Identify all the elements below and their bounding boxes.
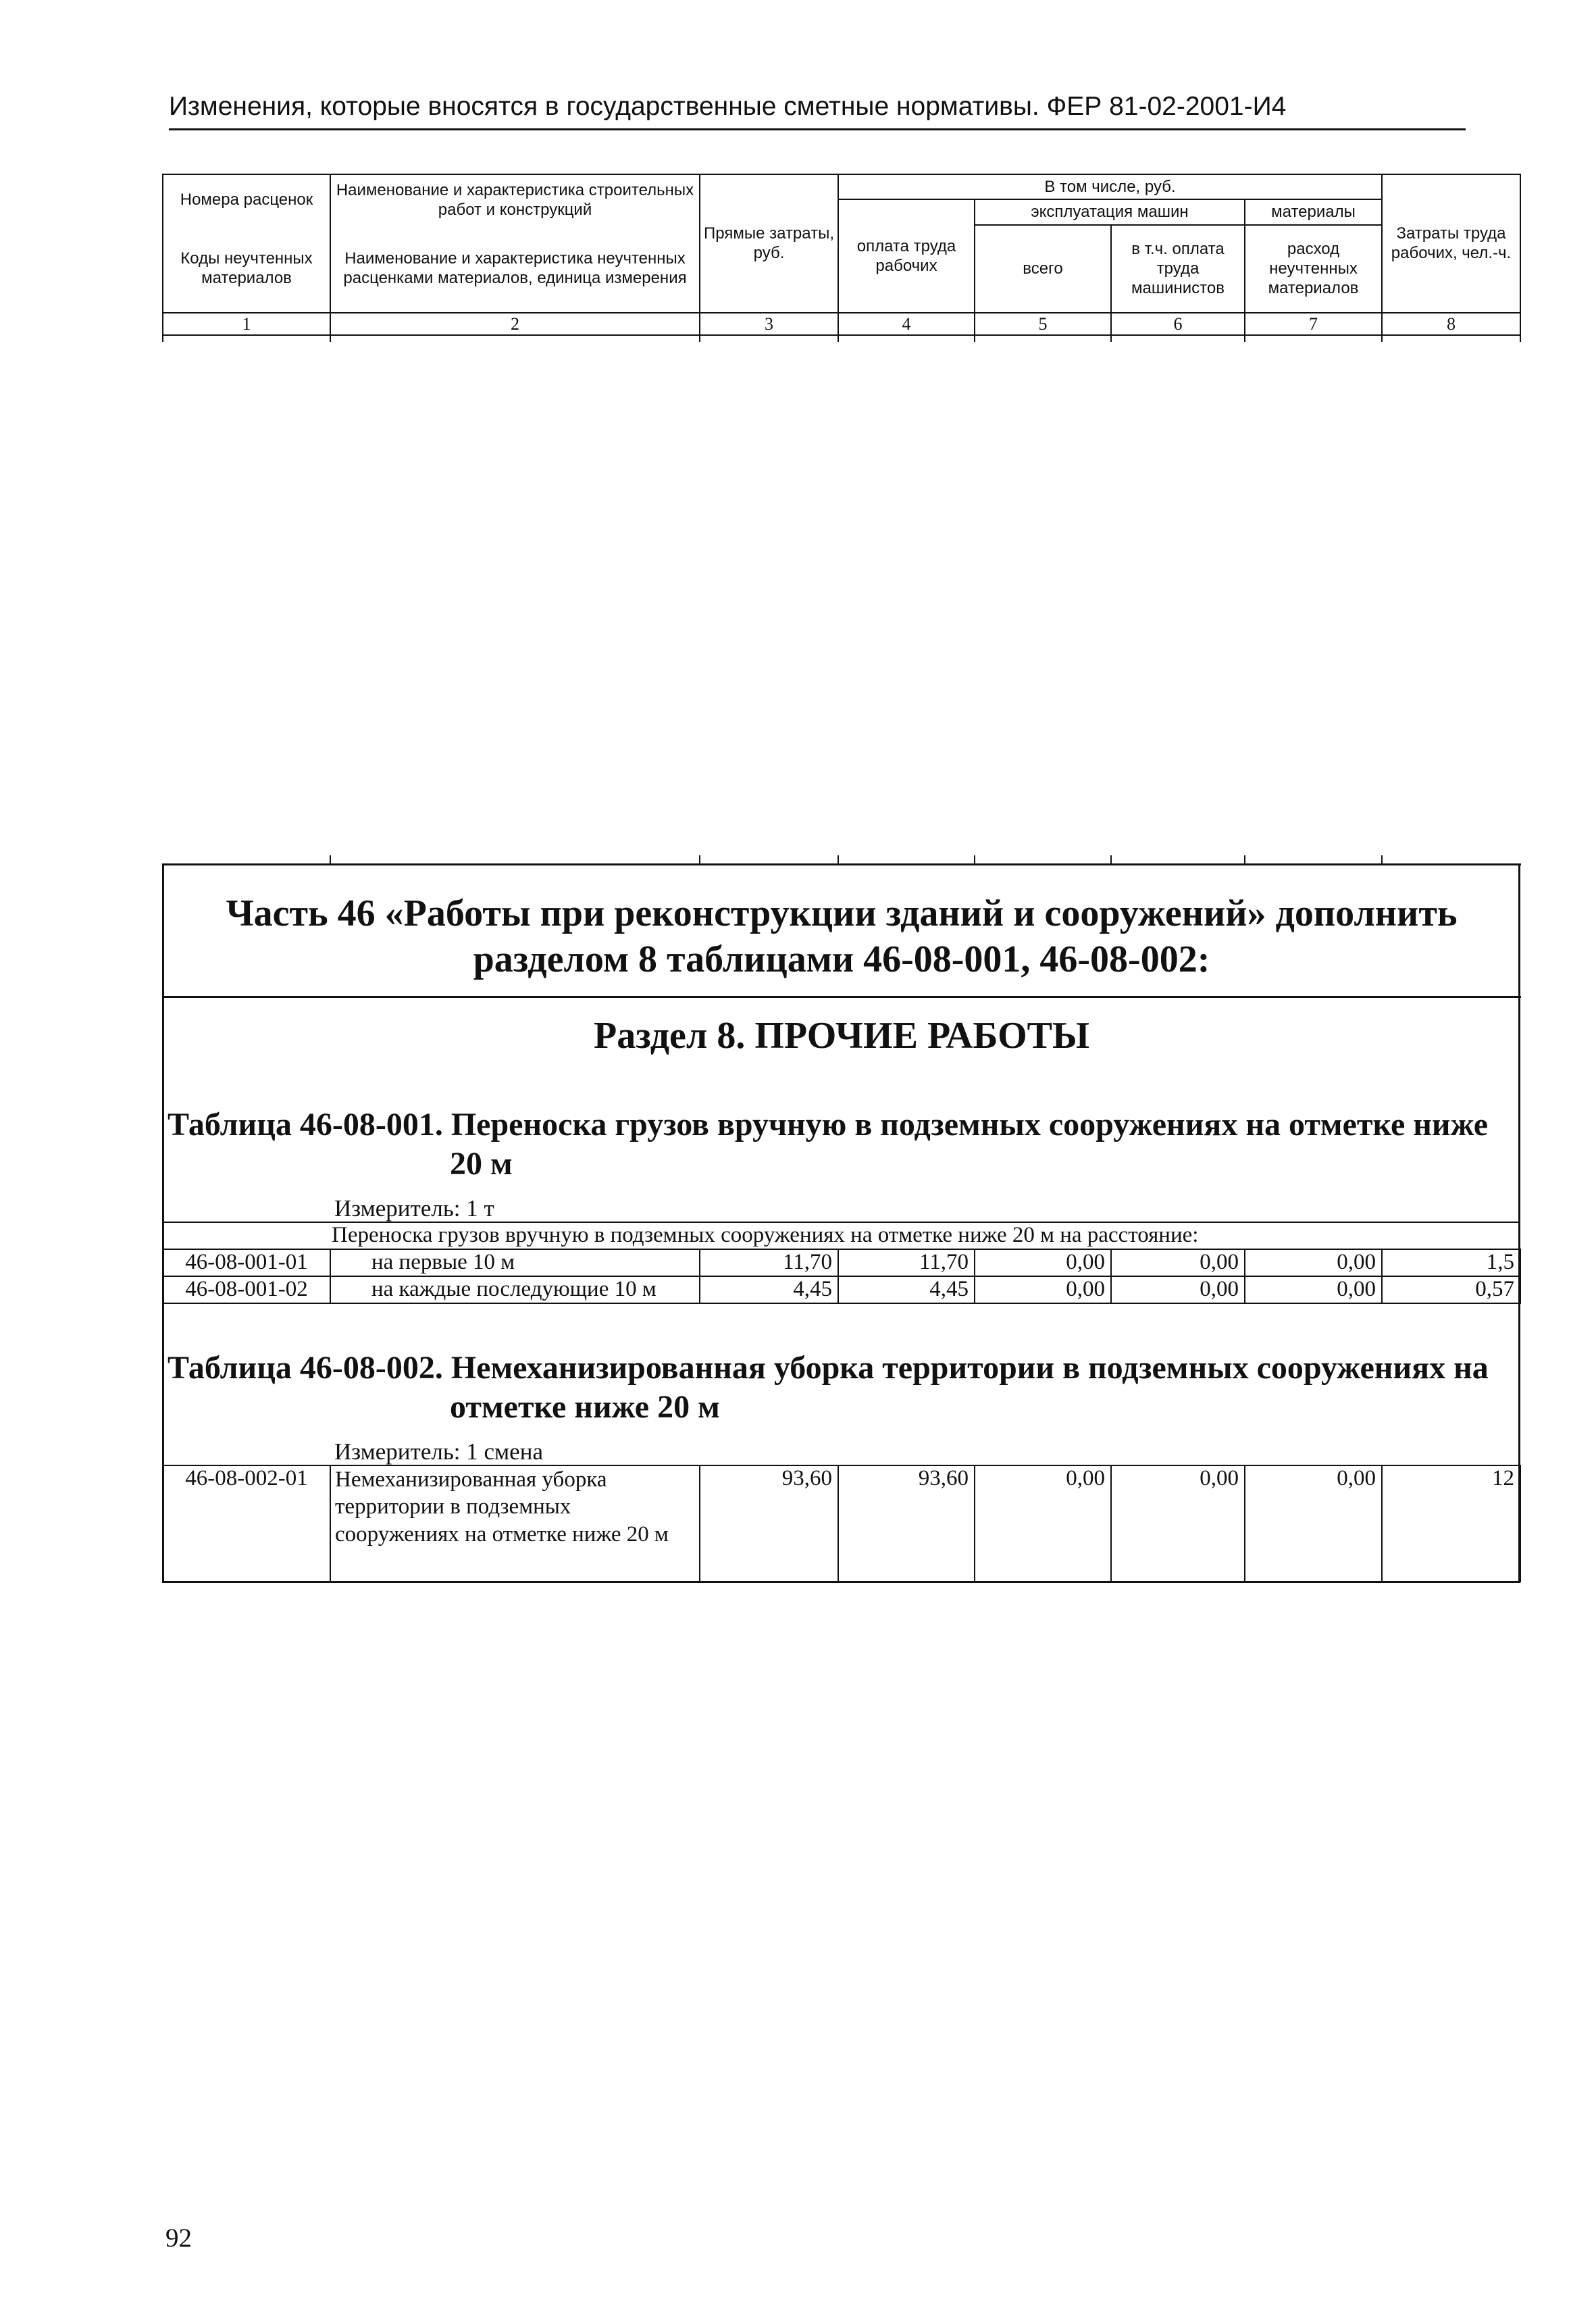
table-row <box>163 1465 1520 1582</box>
labor-cost: 4,45 <box>838 1276 975 1303</box>
col-number: 3 <box>700 313 838 336</box>
col-number: 5 <box>975 313 1111 336</box>
col2-header-top: Наименование и характеристика строительных работ и конструкций <box>330 174 700 225</box>
operators-cost: 0,00 <box>1111 1276 1245 1303</box>
labor-cost: 93,60 <box>838 1465 975 1582</box>
header-rule <box>169 128 1466 130</box>
section-title: Раздел 8. ПРОЧИЕ РАБОТЫ <box>594 1015 1089 1057</box>
table1-group-row: Переноска грузов вручную в подземных сооружениях на отметке ниже 20 м на расстояние: <box>163 1222 1520 1249</box>
col3-header: Прямые затраты, руб. <box>700 174 838 313</box>
rate-code: 46-08-001-01 <box>163 1249 330 1276</box>
table2-title <box>168 1349 1512 1426</box>
machines-cost: 0,00 <box>975 1465 1111 1582</box>
column-header-table <box>162 174 1521 342</box>
labor-cost: 11,70 <box>838 1249 975 1276</box>
table2-meter: Измеритель: 1 смена <box>334 1438 543 1465</box>
direct-cost: 4,45 <box>700 1276 838 1303</box>
labor-hours: 0,57 <box>1382 1276 1520 1303</box>
part-rule <box>162 996 1521 998</box>
materials-header: материалы <box>1245 199 1382 224</box>
document-header: Изменения, которые вносятся в государственные сметные нормативы. ФЕР 81-02-2001-И4 <box>169 92 1287 121</box>
page-number: 92 <box>165 2223 192 2253</box>
col-number: 2 <box>330 313 700 336</box>
labor-hours: 12 <box>1382 1465 1520 1582</box>
materials-cost: 0,00 <box>1245 1249 1382 1276</box>
col-number: 7 <box>1245 313 1382 336</box>
work-name: на первые 10 м <box>330 1249 700 1276</box>
table-row <box>163 1276 1520 1303</box>
rate-code: 46-08-001-02 <box>163 1276 330 1303</box>
col7-header: расход неучтенных материалов <box>1245 225 1382 313</box>
col-number: 6 <box>1111 313 1245 336</box>
col5-header: всего <box>975 225 1111 313</box>
part-title: Часть 46 «Работы при реконструкции зданий и сооружений» дополнить разделом 8 таблицами 46-08-001, 46-08-002: <box>226 892 1458 981</box>
table2-title-line2: отметке ниже 20 м <box>450 1388 720 1425</box>
col4-header: оплата труда рабочих <box>838 199 975 312</box>
table1-meter: Измеритель: 1 т <box>334 1195 494 1222</box>
direct-cost: 93,60 <box>700 1465 838 1582</box>
rate-code: 46-08-002-01 <box>163 1465 330 1582</box>
materials-cost: 0,00 <box>1245 1465 1382 1582</box>
machines-header: эксплуатация машин <box>975 199 1245 224</box>
operators-cost: 0,00 <box>1111 1249 1245 1276</box>
col8-header: Затраты труда рабочих, чел.-ч. <box>1382 174 1520 313</box>
work-name: Немеханизированная уборка территории в подземных сооружениях на отметке ниже 20 м <box>330 1465 700 1582</box>
table1-rows <box>162 1222 1521 1304</box>
col-number: 4 <box>838 313 975 336</box>
table2-title-line1: Таблица 46-08-002. Немеханизированная уборка территории в подземных сооружениях на <box>168 1350 1489 1386</box>
col1-header-bottom: Коды неучтенных материалов <box>163 225 330 313</box>
table-row <box>163 1249 1520 1276</box>
labor-hours: 1,5 <box>1382 1249 1520 1276</box>
col-number: 1 <box>163 313 330 336</box>
table1-title-line2: 20 м <box>450 1145 513 1182</box>
col-number: 8 <box>1382 313 1520 336</box>
col2-header-bottom: Наименование и характеристика неучтенных расценками материалов, единица измерения <box>330 225 700 313</box>
machines-cost: 0,00 <box>975 1249 1111 1276</box>
table1-title <box>168 1105 1512 1183</box>
table2-rows <box>162 1465 1521 1582</box>
operators-cost: 0,00 <box>1111 1465 1245 1582</box>
materials-cost: 0,00 <box>1245 1276 1382 1303</box>
group-header: В том числе, руб. <box>838 174 1382 199</box>
machines-cost: 0,00 <box>975 1276 1111 1303</box>
col1-header-top: Номера расценок <box>163 174 330 225</box>
table1-title-line1: Таблица 46-08-001. Переноска грузов вручную в подземных сооружениях на отметке ниже <box>168 1107 1489 1142</box>
work-name: на каждые последующие 10 м <box>330 1276 700 1303</box>
col6-header: в т.ч. оплата труда машинистов <box>1111 225 1245 313</box>
direct-cost: 11,70 <box>700 1249 838 1276</box>
